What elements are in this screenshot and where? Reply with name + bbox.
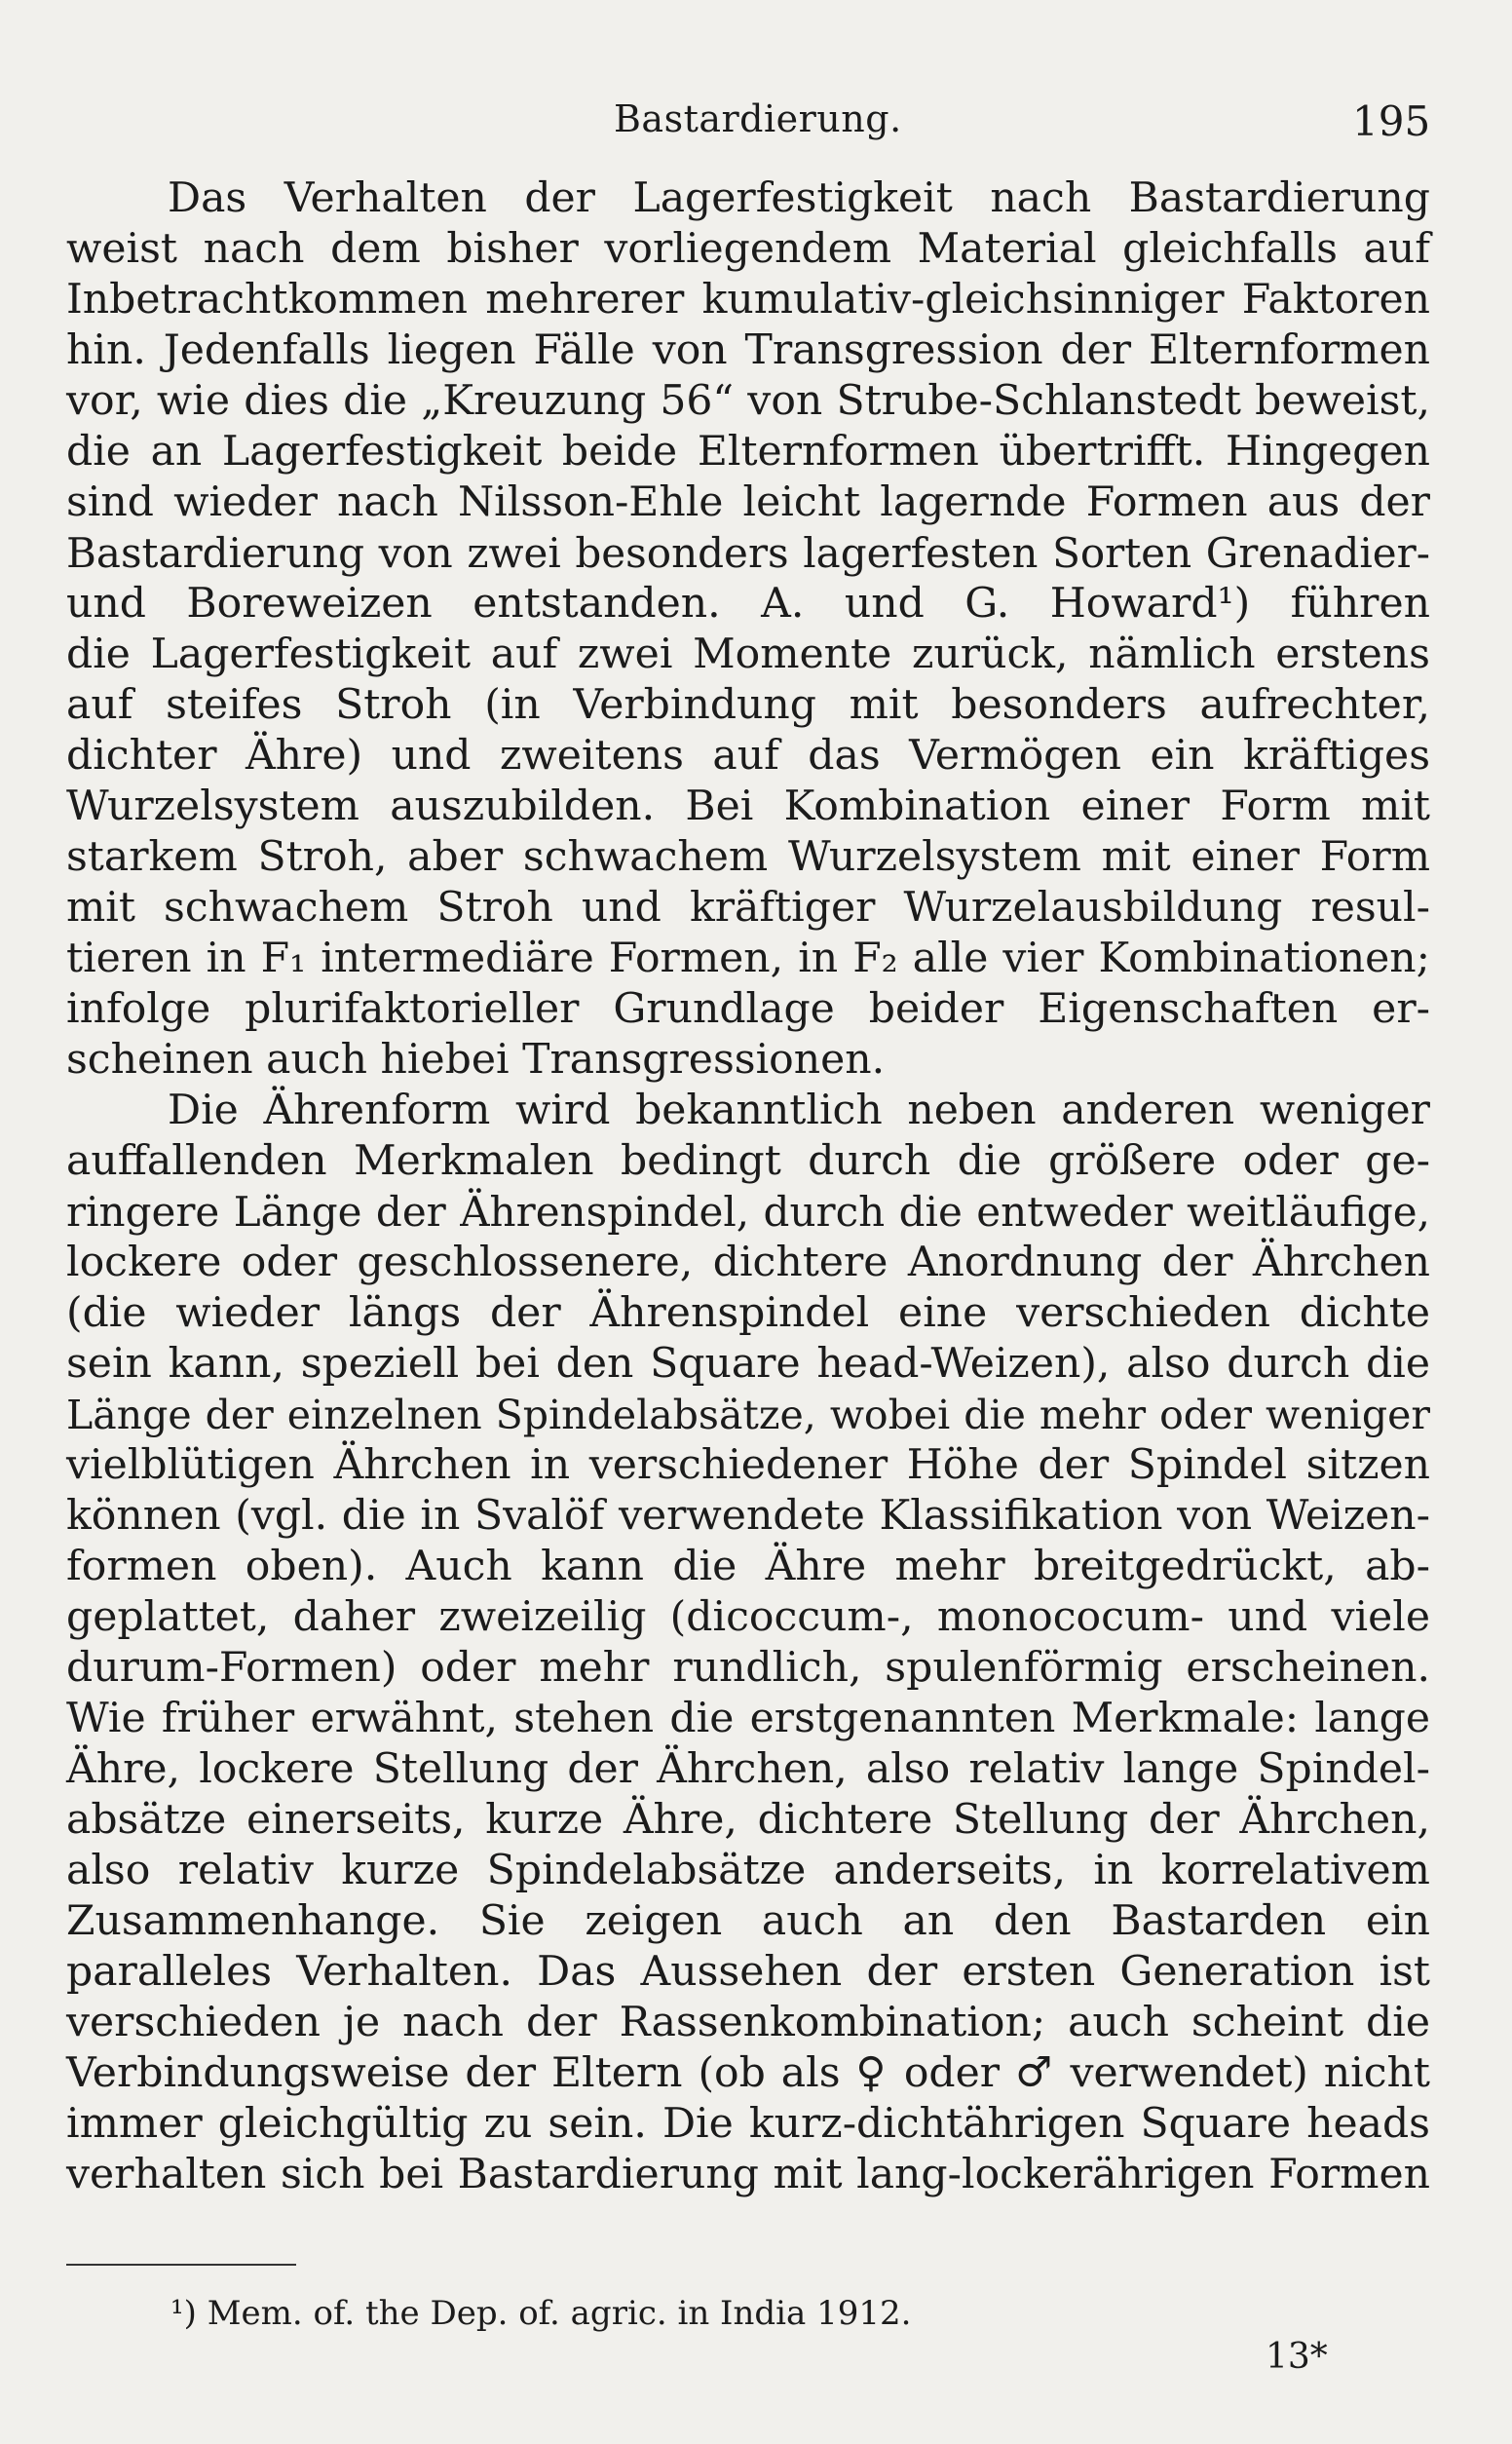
running-title: Bastardierung.: [614, 97, 902, 140]
text-line: Zusammenhange. Sie zeigen auch an den Bastarden ein: [66, 1897, 1430, 1945]
text-line: und Boreweizen entstanden. A. und G. Howard¹) führen: [66, 580, 1430, 628]
text-line: mit schwachem Stroh und kräftiger Wurzelausbildung resul-: [66, 884, 1430, 932]
text-line: immer gleichgültig zu sein. Die kurz-dichtährigen Square heads: [66, 2100, 1430, 2148]
text-line: Wurzelsystem auszubilden. Bei Kombination einer Form mit: [66, 783, 1430, 830]
page-header: [0, 97, 1512, 156]
text-line: tieren in F₁ intermediäre Formen, in F₂ alle vier Kombinationen;: [66, 935, 1430, 982]
text-line: verhalten sich bei Bastardierung mit lang-lockerährigen Formen: [66, 2151, 1430, 2198]
text-line: auf steifes Stroh (in Verbindung mit besonders aufrechter,: [66, 681, 1430, 729]
text-line: starkem Stroh, aber schwachem Wurzelsystem mit einer Form: [66, 833, 1430, 881]
text-line: sind wieder nach Nilsson-Ehle leicht lagernde Formen aus der: [66, 478, 1430, 526]
text-line: Wie früher erwähnt, stehen die erstgenannten Merkmale: lange: [66, 1695, 1430, 1742]
text-line: formen oben). Auch kann die Ähre mehr breitgedrückt, ab-: [66, 1543, 1430, 1590]
text-line: Verbindungsweise der Eltern (ob als ♀ oder ♂ verwendet) nicht: [66, 2049, 1430, 2097]
text-line: können (vgl. die in Svalöf verwendete Klassifikation von Weizen-: [66, 1492, 1430, 1540]
text-line: vielblütigen Ährchen in verschiedener Höhe der Spindel sitzen: [66, 1441, 1430, 1489]
footnote: ¹) Mem. of. the Dep. of. agric. in India 1912.: [170, 2294, 912, 2333]
text-line: die Lagerfestigkeit auf zwei Momente zurück, nämlich erstens: [66, 630, 1430, 678]
text-line: sein kann, speziell bei den Square head-Weizen), also durch die: [66, 1340, 1430, 1388]
text-line: geplattet, daher zweizeilig (dicoccum-, monococum- und viele: [66, 1593, 1430, 1641]
text-line: durum-Formen) oder mehr rundlich, spulenförmig erscheinen.: [66, 1644, 1430, 1692]
page-number: 195: [1352, 97, 1431, 145]
paragraph-aehrenform: [66, 1086, 1430, 2200]
text-line: paralleles Verhalten. Das Aussehen der ersten Generation ist: [66, 1948, 1430, 1996]
text-line: lockere oder geschlossenere, dichtere Anordnung der Ährchen: [66, 1239, 1430, 1286]
footnote-divider: [66, 2264, 296, 2266]
text-line: Die Ährenform wird bekanntlich neben anderen weniger: [168, 1087, 1430, 1134]
text-line: infolge plurifaktorieller Grundlage beider Eigenschaften er-: [66, 985, 1430, 1033]
text-line: absätze einerseits, kurze Ähre, dichtere Stellung der Ährchen,: [66, 1796, 1430, 1844]
text-line: ringere Länge der Ährenspindel, durch die entweder weitläufige,: [66, 1188, 1430, 1236]
text-line: dichter Ähre) und zweitens auf das Vermögen ein kräftiges: [66, 732, 1430, 780]
paragraph-lagerfestigkeit: [66, 173, 1430, 1086]
text-line: Inbetrachtkommen mehrerer kumulativ-gleichsinniger Faktoren: [66, 276, 1430, 324]
text-line: auffallenden Merkmalen bedingt durch die größere oder ge-: [66, 1137, 1430, 1185]
text-line: weist nach dem bisher vorliegendem Material gleichfalls auf: [66, 225, 1430, 273]
text-line: also relativ kurze Spindelabsätze anderseits, in korrelativem: [66, 1847, 1430, 1894]
text-line: (die wieder längs der Ährenspindel eine verschieden dichte: [66, 1289, 1430, 1337]
sheet-signature: 13*: [1266, 2337, 1328, 2377]
text-line: Bastardierung von zwei besonders lagerfesten Sorten Grenadier-: [66, 529, 1430, 577]
text-line: Länge der einzelnen Spindelabsätze, wobei die mehr oder weniger: [66, 1392, 1430, 1438]
text-line: verschieden je nach der Rassenkombination; auch scheint die: [66, 1999, 1430, 2046]
text-line: Ähre, lockere Stellung der Ährchen, also relativ lange Spindel-: [66, 1745, 1430, 1793]
text-line: die an Lagerfestigkeit beide Elternformen übertrifft. Hingegen: [66, 428, 1430, 476]
text-line: hin. Jedenfalls liegen Fälle von Transgression der Elternformen: [66, 326, 1430, 374]
text-line: scheinen auch hiebei Transgressionen.: [66, 1036, 886, 1084]
body-text: [66, 173, 1430, 2200]
text-line: Das Verhalten der Lagerfestigkeit nach Bastardierung: [168, 174, 1430, 222]
text-line: vor, wie dies die „Kreuzung 56“ von Strube-Schlanstedt beweist,: [66, 377, 1430, 425]
